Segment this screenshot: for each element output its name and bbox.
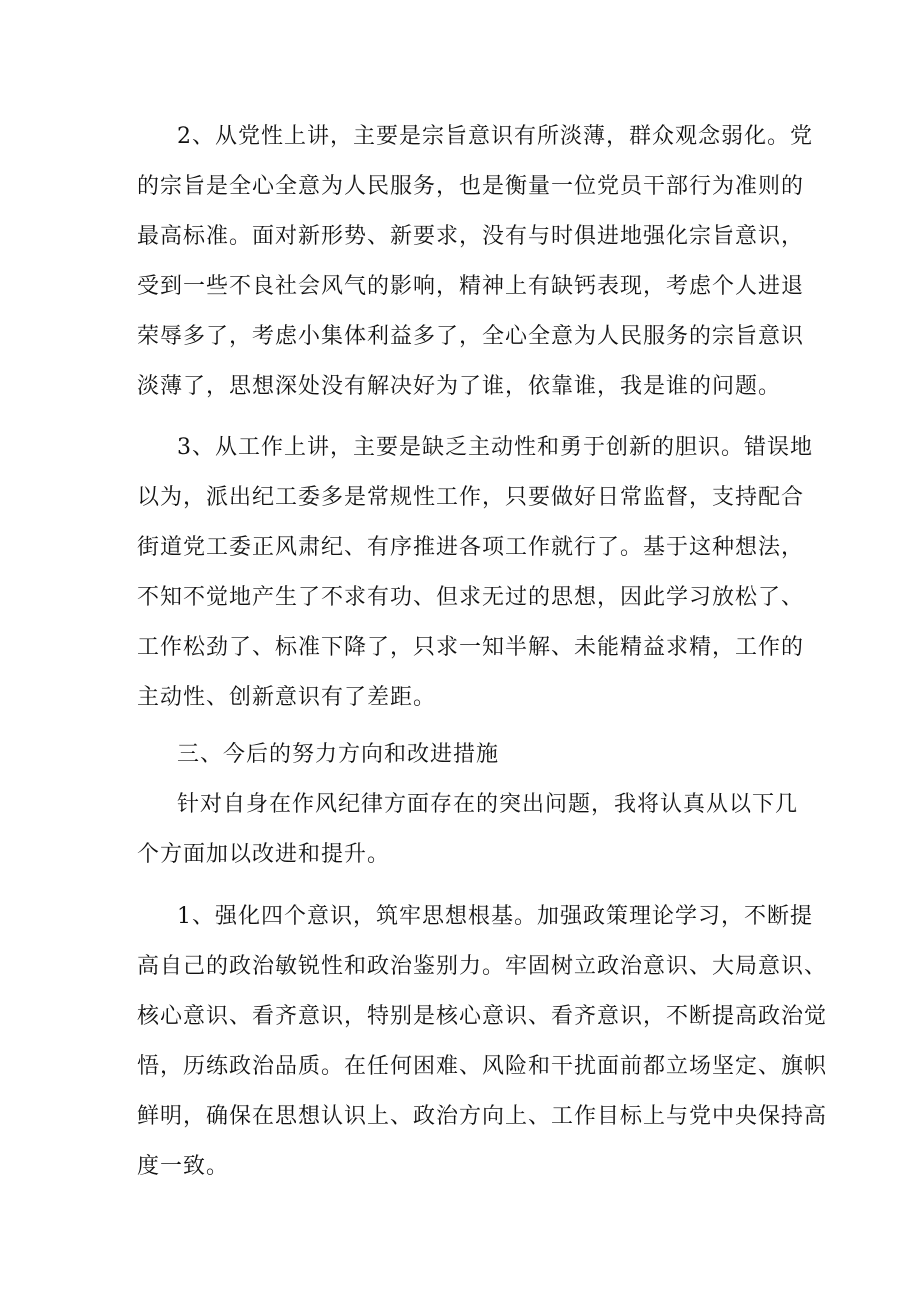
text-line: 主动性、创新意识有了差距。: [137, 685, 437, 710]
text-line: 个方面加以改进和提升。: [137, 842, 391, 867]
text-line: 荣辱多了，考虑小集体利益多了，全心全意为人民服务的宗旨意识: [137, 324, 805, 349]
text-line: 悟，历练政治品质。在任何困难、风险和干扰面前都立场坚定、旗帜: [137, 1054, 828, 1079]
text-line: 不知不觉地产生了不求有功、但求无过的思想，因此学习放松了、: [137, 585, 805, 610]
text-line: 度一致。: [137, 1154, 230, 1179]
text-line: 鲜明，确保在思想认识上、政治方向上、工作目标上与党中央保持高: [137, 1104, 828, 1129]
text-line: 的宗旨是全心全意为人民服务，也是衡量一位党员干部行为准则的: [137, 174, 805, 199]
text-line: 3、从工作上讲，主要是缺乏主动性和勇于创新的胆识。错误地: [177, 435, 813, 460]
text-line: 针对自身在作风纪律方面存在的突出问题，我将认真从以下几: [177, 792, 799, 817]
section-heading: 三、今后的努力方向和改进措施: [177, 742, 500, 767]
text-line: 高自己的政治敏锐性和政治鉴别力。牢固树立政治意识、大局意识、: [137, 954, 828, 979]
text-line: 街道党工委正风肃纪、有序推进各项工作就行了。基于这种想法，: [137, 535, 805, 560]
text-line: 核心意识、看齐意识，特别是核心意识、看齐意识，不断提高政治觉: [137, 1004, 828, 1029]
text-line: 受到一些不良社会风气的影响，精神上有缺钙表现，考虑个人进退: [137, 274, 805, 299]
text-line: 以为，派出纪工委多是常规性工作，只要做好日常监督，支持配合: [137, 485, 805, 510]
text-line: 2、从党性上讲，主要是宗旨意识有所淡薄，群众观念弱化。党: [177, 124, 813, 149]
text-line: 1、强化四个意识，筑牢思想根基。加强政策理论学习，不断提: [177, 904, 813, 929]
text-line: 工作松劲了、标准下降了，只求一知半解、未能精益求精，工作的: [137, 635, 805, 660]
text-line: 最高标准。面对新形势、新要求，没有与时俱进地强化宗旨意识，: [137, 224, 805, 249]
text-line: 淡薄了，思想深处没有解决好为了谁，依靠谁，我是谁的问题。: [137, 374, 782, 399]
